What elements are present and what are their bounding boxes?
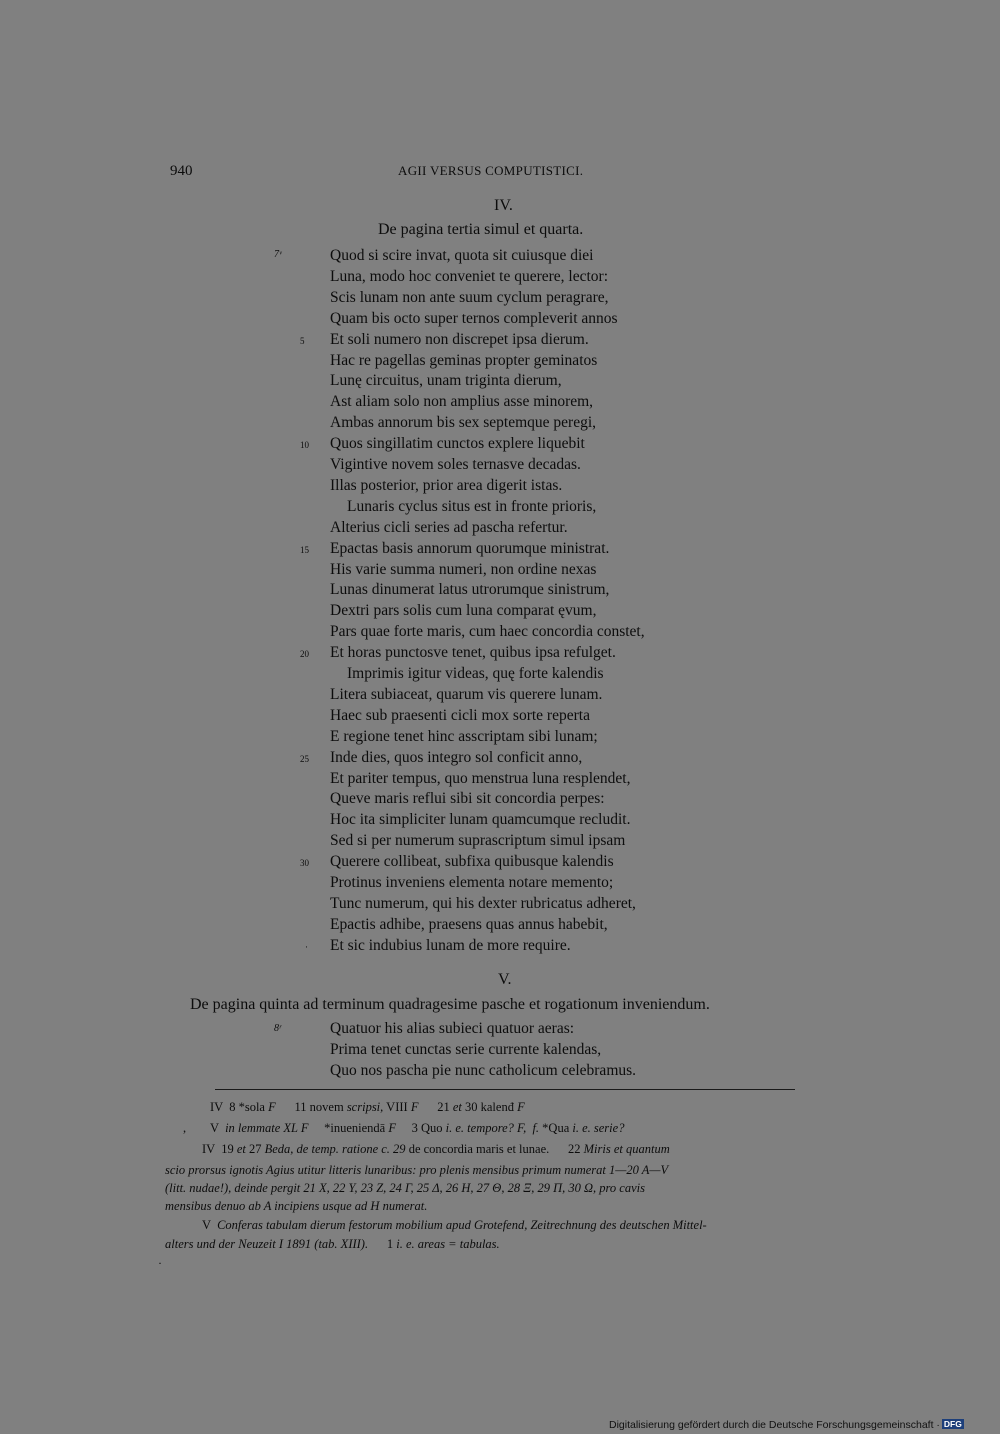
note-line (165, 1163, 668, 1178)
note-fragment: F (410, 1100, 419, 1114)
verse-line: Illas posterior, prior area digerit istas. (330, 476, 563, 494)
note-fragment: (litt. nudae!), deinde pergit 21 X, 22 Y, 23 Z, 24 Γ, 25 Δ, 26 H, 27 Θ, 28 Ξ, 29 Π, 30 Ω, pro cavis (165, 1181, 645, 1195)
verse-line: Vigintive novem soles ternasve decadas. (330, 456, 581, 473)
verse-line: Epactas basis annorum quorumque ministrat. (330, 539, 610, 557)
section-numeral: IV. (494, 197, 513, 214)
section-title: De pagina quinta ad terminum quadragesime pasche et rogationum inveniendum. (190, 996, 710, 1013)
note-fragment: Conferas tabulam dierum festorum mobilium apud Grotefend, Zeitrechnung des deutschen Mittel- (217, 1218, 707, 1232)
line-number: · (305, 941, 308, 952)
verse-line: Prima tenet cunctas serie currente kalendas, (330, 1040, 602, 1058)
page-number: 940 (170, 163, 193, 179)
verse-line: Querere collibeat, subfixa quibusque kalendis (330, 853, 614, 871)
line-number: 20 (300, 649, 309, 660)
line-number: 10 (300, 440, 309, 451)
verse-line: Sed si per numerum suprascriptum simul ipsam (330, 832, 626, 850)
note-line (202, 1142, 670, 1157)
verse-line: Quod si scire invat, quota sit cuiusque diei (330, 247, 594, 264)
footnote-rule (215, 1089, 795, 1090)
note-fragment: IV 19 (202, 1142, 237, 1156)
verse-line: Et horas punctosve tenet, quibus ipsa refulget. (330, 644, 616, 662)
verse-line: Et soli numero non discrepet ipsa dierum. (330, 330, 589, 348)
note-fragment: mensibus denuo ab A incipiens usque ad H numerat. (165, 1199, 428, 1213)
note-fragment: 27 (245, 1142, 265, 1156)
note-fragment: scripsi, (346, 1100, 384, 1114)
verse-line: Protinus inveniens elementa notare memento; (330, 874, 614, 891)
note-fragment: Miris et quantum (583, 1142, 670, 1156)
verse-line: Hoc ita simpliciter lunam quamcumque recludit. (330, 811, 631, 829)
verse-line: Ambas annorum bis sex septemque peregi, (330, 414, 597, 432)
note-fragment: 1 (368, 1237, 397, 1251)
verse-line: Dextri pars solis cum luna comparat ęvum, (330, 602, 597, 620)
note-fragment: i. e. serie? (572, 1121, 625, 1135)
verse-line: His varie summa numeri, non ordine nexas (330, 560, 597, 578)
note-line (165, 1181, 645, 1196)
note-fragment: IV 8 *sola (210, 1100, 269, 1114)
verse-line: Epactis adhibe, praesens quas annus habebit, (330, 915, 608, 933)
note-fragment: V (210, 1121, 226, 1135)
verse-line: Quos singillatim cunctos explere liquebit (330, 435, 585, 453)
note-fragment: 3 Quo (396, 1121, 446, 1135)
note-line (165, 1237, 500, 1252)
verse-line: Lunas dinumerat latus utrorumque sinistrum, (330, 581, 610, 599)
line-number: 30 (300, 858, 309, 869)
note-fragment: *Qua (539, 1121, 573, 1135)
note-fragment: de concordia maris et lunae. 22 (405, 1142, 584, 1156)
note-fragment: 30 kalenđ (461, 1100, 518, 1114)
verse-line: Tunc numerum, qui his dexter rubricatus adheret, (330, 894, 636, 912)
footer-text: Digitalisierung gefördert durch die Deutsche Forschungsgemeinschaft · (609, 1419, 940, 1431)
verse-line: Quo nos pascha pie nunc catholicum celebramus. (330, 1061, 637, 1079)
note-fragment: et (236, 1142, 246, 1156)
note-fragment: 11 novem (275, 1100, 347, 1114)
note-fragment: et (452, 1100, 462, 1114)
note-fragment: alters und der Neuzeit I 1891 (tab. XIII). (165, 1237, 369, 1251)
section-title: De pagina tertia simul et quarta. (378, 221, 584, 238)
note-line (202, 1218, 707, 1233)
note-line (210, 1100, 525, 1115)
verse-line: Luna, modo hoc conveniet te querere, lector: (330, 267, 609, 285)
note-fragment: i. e. areas = tabulas. (396, 1237, 500, 1251)
verse-line: Lunę circuitus, unam triginta dierum, (330, 372, 562, 390)
dfg-logo: DFG (943, 1419, 962, 1429)
section-numeral: V. (498, 971, 512, 988)
note-fragment: scio prorsus ignotis Agius utitur litteris lunaribus: pro plenis mensibus primum numerat 1—20 A—V (165, 1163, 669, 1177)
verse-line: Litera subiaceat, quarum vis querere lunam. (330, 685, 603, 703)
folio-mark: 8ʳ (274, 1023, 282, 1034)
verse-line: Scis lunam non ante suum cyclum peragrare, (330, 288, 609, 306)
verse-line: Haec sub praesenti cicli mox sorte reperta (330, 706, 590, 724)
note-fragment: in lemmate XL F (225, 1121, 309, 1135)
verse-line: Quam bis octo super ternos compleverit annos (330, 309, 618, 327)
stray-mark: , (183, 1121, 187, 1135)
stray-mark: · (158, 1256, 162, 1270)
note-fragment: F (517, 1100, 525, 1114)
note-fragment: F (388, 1121, 396, 1135)
verse-line: Pars quae forte maris, cum haec concordia constet, (330, 623, 645, 641)
verse-line: Quatuor his alias subieci quatuor aeras: (330, 1020, 575, 1037)
note-fragment: Beda, de temp. ratione c. 29 (264, 1142, 406, 1156)
running-head: AGII VERSUS COMPUTISTICI. (398, 163, 584, 178)
verse-line: Queve maris reflui sibi sit concordia perpes: (330, 790, 605, 808)
note-fragment: V (202, 1218, 218, 1232)
verse-line: Ast aliam solo non amplius asse minorem, (330, 393, 594, 411)
verse-line: Et pariter tempus, quo menstrua luna resplendet, (330, 769, 631, 787)
verse-line: E regione tenet hinc asscriptam sibi lunam; (330, 727, 598, 745)
verse-line: Lunaris cyclus situs est in fronte prioris, (347, 497, 597, 515)
digitization-footer (609, 1419, 964, 1431)
line-number: 15 (300, 544, 309, 555)
note-fragment: i. e. tempore? F, f. (445, 1121, 540, 1135)
note-fragment: VIII (383, 1100, 411, 1114)
verse-line: Alterius cicli series ad pascha refertur. (330, 518, 568, 536)
verse-line: Imprimis igitur videas, quę forte kalendis (347, 665, 604, 682)
note-fragment: 21 (418, 1100, 453, 1114)
note-line (210, 1121, 624, 1136)
verse-line: Hac re pagellas geminas propter geminatos (330, 351, 598, 369)
line-number: 5 (300, 335, 305, 346)
note-fragment: *inueniendā (308, 1121, 389, 1135)
folio-mark: 7ᵛ (274, 249, 282, 260)
note-fragment: F (268, 1100, 276, 1114)
verse-line: Et sic indubius lunam de more require. (330, 936, 571, 954)
line-number: 25 (300, 753, 309, 764)
note-line (165, 1199, 427, 1214)
verse-line: Inde dies, quos integro sol conficit anno, (330, 748, 583, 766)
